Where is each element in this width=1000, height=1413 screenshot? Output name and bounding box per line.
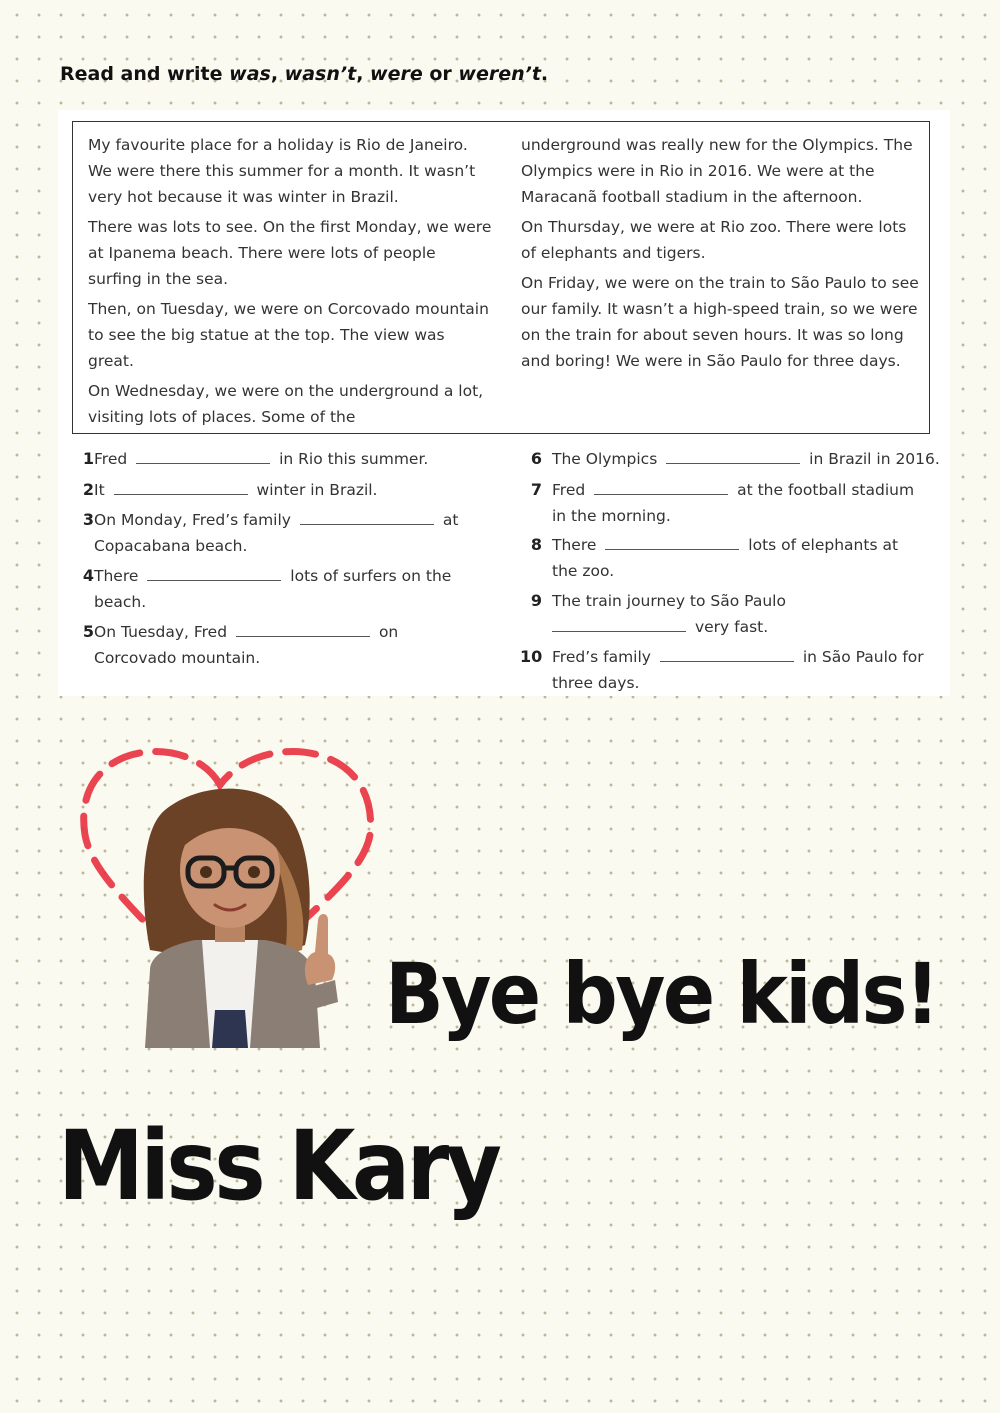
reading-column-left: [88, 132, 493, 434]
instruction-heading: Read and write was, wasn’t, were or weren’t.: [60, 63, 549, 85]
answer-blank-10[interactable]: [660, 645, 794, 662]
question-number: 9: [530, 591, 542, 610]
answer-blank-2[interactable]: [114, 478, 248, 495]
teacher-avatar: [70, 740, 390, 1060]
pointing-hand: [305, 914, 335, 985]
reading-paragraph: underground was really new for the Olympics. The Olympics were in Rio in 2016. We were at the Maracanã football stadium in the afternoon.: [521, 136, 913, 206]
reading-paragraph: On Friday, we were on the train to São Paulo to see our family. It wasn’t a high-speed train, so we were on the train for about seven hours. It was so long and boring! We were in São Paulo for three days.: [521, 274, 919, 370]
answer-blank-8[interactable]: [605, 533, 739, 550]
question-number: 6: [530, 449, 542, 468]
question-number: 8: [530, 535, 542, 554]
farewell-text: Bye bye kids!: [385, 945, 938, 1043]
reading-paragraph: On Wednesday, we were on the underground a lot, visiting lots of places. Some of the: [88, 382, 484, 426]
question-number: 3: [82, 510, 94, 529]
question-number: 1: [82, 449, 94, 468]
question-number: 5: [82, 622, 94, 641]
answer-blank-7[interactable]: [594, 478, 728, 495]
question-number: 4: [82, 566, 94, 585]
signature-text: Miss Kary: [58, 1110, 499, 1222]
reading-paragraph: On Thursday, we were at Rio zoo. There were lots of elephants and tigers.: [521, 218, 907, 262]
reading-column-right: [521, 132, 921, 378]
reading-paragraph: There was lots to see. On the first Monday, we were at Ipanema beach. There were lots of people surfing in the sea.: [88, 218, 492, 288]
answer-blank-3[interactable]: [300, 508, 434, 525]
reading-paragraph: Then, on Tuesday, we were on Corcovado mountain to see the big statue at the top. The view was great.: [88, 300, 489, 370]
question-number: 2: [82, 480, 94, 499]
answer-blank-4[interactable]: [147, 564, 281, 581]
reading-text-box: [72, 121, 930, 434]
reading-paragraph: My favourite place for a holiday is Rio de Janeiro. We were there this summer for a month. It wasn’t very hot because it was winter in Brazil.: [88, 136, 476, 206]
answer-blank-5[interactable]: [236, 620, 370, 637]
question-number: 7: [530, 480, 542, 499]
answer-blank-9[interactable]: [552, 615, 686, 632]
answer-blank-1[interactable]: [136, 447, 270, 464]
answer-blank-6[interactable]: [666, 447, 800, 464]
question-number: 10: [520, 647, 543, 666]
